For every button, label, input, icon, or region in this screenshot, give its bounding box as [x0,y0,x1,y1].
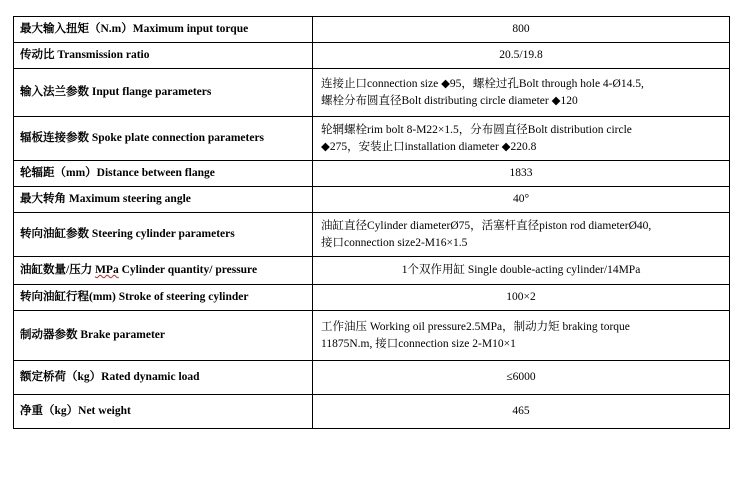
row-value: 20.5/19.8 [313,43,730,69]
row-value: 1个双作用缸 Single double-acting cylinder/14MPa [313,257,730,285]
table-row [14,117,730,161]
row-value: ≤6000 [313,361,730,395]
row-label: 额定桥荷（kg）Rated dynamic load [14,361,313,395]
table-row [14,69,730,117]
row-value [313,69,730,117]
row-value [313,117,730,161]
row-value-line: 螺栓分布圆直径Bolt distributing circle diameter ◆120 [321,94,578,107]
table-row [14,311,730,361]
row-value [313,213,730,257]
table-row [14,361,730,395]
row-value-line: ◆275，安装止口installation diameter ◆220.8 [321,140,537,153]
row-label [14,257,313,285]
table-row [14,285,730,311]
row-label: 转向油缸行程(mm) Stroke of steering cylinder [14,285,313,311]
table-row [14,43,730,69]
row-label: 净重（kg）Net weight [14,395,313,429]
row-label-text: 油缸数量/压力 [20,264,96,276]
spellcheck-flagged-word: MPa [95,264,119,276]
table-row [14,161,730,187]
row-label: 辐板连接参数 Spoke plate connection parameters [14,117,313,161]
row-value-line: 连接止口connection size ◆95，螺栓过孔Bolt through hole 4-Ø14.5, [321,77,644,90]
row-label: 最大转角 Maximum steering angle [14,187,313,213]
row-label: 传动比 Transmission ratio [14,43,313,69]
table-row [14,257,730,285]
row-label: 轮辐距（mm）Distance between flange [14,161,313,187]
row-value: 100×2 [313,285,730,311]
row-value-line: 轮辋螺栓rim bolt 8-M22×1.5，分布圆直径Bolt distribution circle [321,123,632,136]
row-value: 800 [313,17,730,43]
table-row [14,187,730,213]
spec-table [13,16,730,429]
table-row [14,395,730,429]
row-value-line: 接口connection size2-M16×1.5 [321,236,468,249]
row-label: 输入法兰参数 Input flange parameters [14,69,313,117]
row-value: 40° [313,187,730,213]
table-row [14,213,730,257]
row-value-line: 油缸直径Cylinder diameterØ75，活塞杆直径piston rod diameterØ40, [321,219,652,232]
row-value [313,311,730,361]
row-value: 465 [313,395,730,429]
row-label: 最大输入扭矩（N.m）Maximum input torque [14,17,313,43]
row-label: 制动器参数 Brake parameter [14,311,313,361]
row-value-line: 11875N.m, 接口connection size 2-M10×1 [321,337,516,350]
row-label-text: Cylinder quantity/ pressure [118,264,258,276]
table-row [14,17,730,43]
row-value: 1833 [313,161,730,187]
row-value-line: 工作油压 Working oil pressure2.5MPa，制动力矩 braking torque [321,320,630,333]
row-label: 转向油缸参数 Steering cylinder parameters [14,213,313,257]
